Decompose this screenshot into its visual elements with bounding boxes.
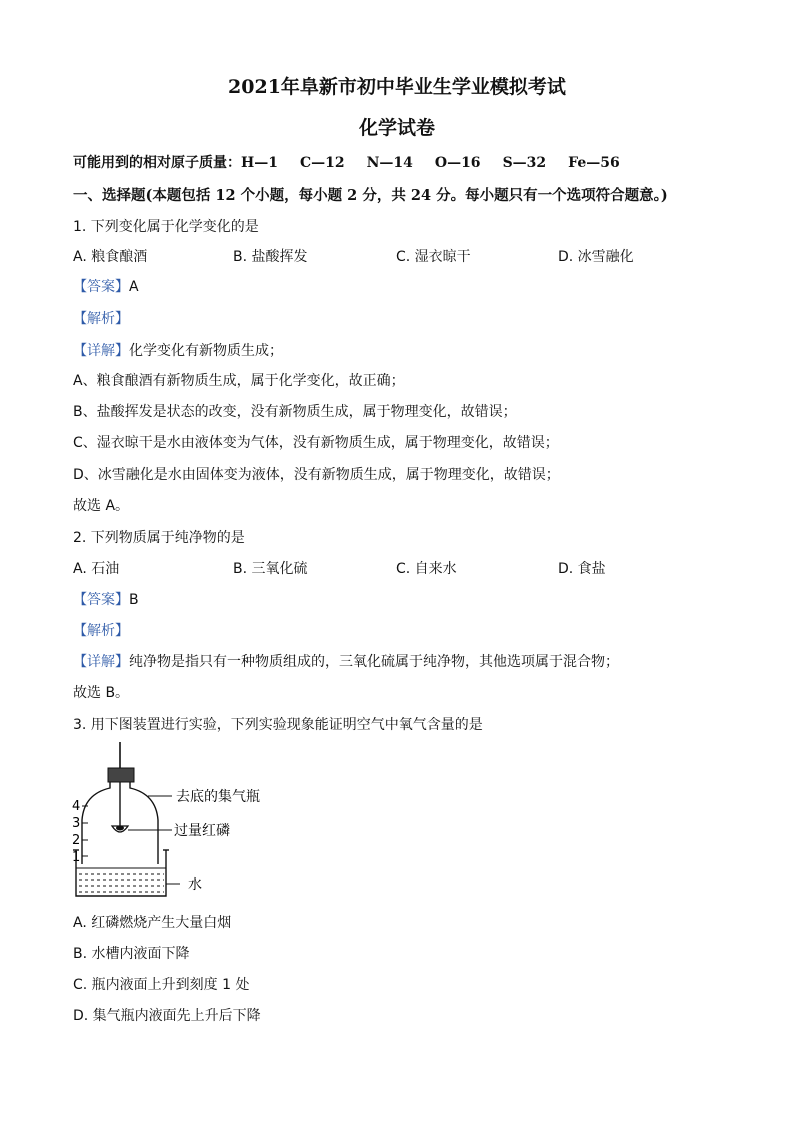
atomic-mass-label: 可能用到的相对原子质量： [73, 155, 241, 171]
q2-option-d: D. 食盐 [558, 561, 606, 577]
q3-apparatus-figure [68, 740, 288, 900]
detail-label: 【详解】 [73, 343, 129, 359]
q2-option-c: C. 自来水 [396, 561, 457, 577]
q2-option-b: B. 三氧化硫 [233, 561, 308, 577]
water-trough [76, 850, 166, 896]
q1-analysis-label: 【解析】 [73, 311, 129, 327]
scale-mark-4: 4 [72, 799, 81, 814]
atomic-mass-o: O—16 [434, 155, 481, 171]
stopper [108, 768, 134, 782]
answer-label: 【答案】 [73, 279, 129, 295]
q1-answer: A [129, 279, 139, 295]
q3-option-a: A. 红磷燃烧产生大量白烟 [73, 915, 232, 931]
label-water: 水 [188, 877, 202, 893]
exam-title: 2021年阜新市初中毕业生学业模拟考试 [228, 76, 566, 98]
label-gas-bottle: 去底的集气瓶 [176, 789, 260, 805]
q1-stem: 1. 下列变化属于化学变化的是 [73, 219, 259, 235]
q2-analysis-label: 【解析】 [73, 623, 129, 639]
q1-option-c: C. 湿衣晾干 [396, 249, 471, 265]
atomic-mass-c: C—12 [299, 155, 345, 171]
q2-answer-line [73, 589, 139, 609]
scale-mark-3: 3 [72, 816, 81, 831]
answer-label: 【答案】 [73, 592, 129, 608]
q2-conclusion: 故选 B。 [73, 685, 130, 701]
water-dashes [79, 874, 164, 892]
q1-conclusion: 故选 A。 [73, 498, 130, 514]
q3-option-d: D. 集气瓶内液面先上升后下降 [73, 1008, 261, 1024]
q2-stem: 2. 下列物质属于纯净物的是 [73, 530, 245, 546]
q1-answer-line [73, 276, 139, 296]
q2-answer: B [129, 592, 139, 608]
scale-mark-1: 1 [72, 850, 81, 865]
q1-detail: 化学变化有新物质生成； [129, 343, 283, 359]
q3-option-c: C. 瓶内液面上升到刻度 1 处 [73, 977, 250, 993]
section-heading: 一、选择题(本题包括 12 个小题，每小题 2 分，共 24 分。每小题只有一个选项符合题意。) [73, 187, 668, 204]
atomic-mass-line [73, 152, 642, 172]
scale-mark-2: 2 [72, 833, 81, 848]
q1-explanation-c: C、湿衣晾干是水由液体变为气体，没有新物质生成，属于物理变化，故错误； [73, 435, 559, 451]
atomic-mass-fe: Fe—56 [568, 155, 620, 171]
q1-detail-line [73, 340, 283, 360]
q1-option-a: A. 粮食酿酒 [73, 249, 148, 265]
atomic-mass-s: S—32 [502, 155, 547, 171]
atomic-mass-n: N—14 [366, 155, 413, 171]
q2-detail-line [73, 651, 619, 671]
q3-option-b: B. 水槽内液面下降 [73, 946, 190, 962]
q1-option-b: B. 盐酸挥发 [233, 249, 308, 265]
q1-option-d: D. 冰雪融化 [558, 249, 634, 265]
atomic-mass-h: H—1 [241, 155, 278, 171]
exam-subtitle: 化学试卷 [358, 117, 435, 139]
q3-stem: 3. 用下图装置进行实验，下列实验现象能证明空气中氧气含量的是 [73, 717, 483, 733]
q1-explanation-d: D、冰雪融化是水由固体变为液体，没有新物质生成，属于物理变化，故错误； [73, 467, 560, 483]
q1-explanation-a: A、粮食酿酒有新物质生成，属于化学变化，故正确； [73, 373, 405, 389]
q2-detail: 纯净物是指只有一种物质组成的，三氧化硫属于纯净物，其他选项属于混合物； [129, 654, 619, 670]
label-red-phosphorus: 过量红磷 [174, 823, 230, 839]
q1-explanation-b: B、盐酸挥发是状态的改变，没有新物质生成，属于物理变化，故错误； [73, 404, 517, 420]
q2-option-a: A. 石油 [73, 561, 120, 577]
detail-label: 【详解】 [73, 654, 129, 670]
